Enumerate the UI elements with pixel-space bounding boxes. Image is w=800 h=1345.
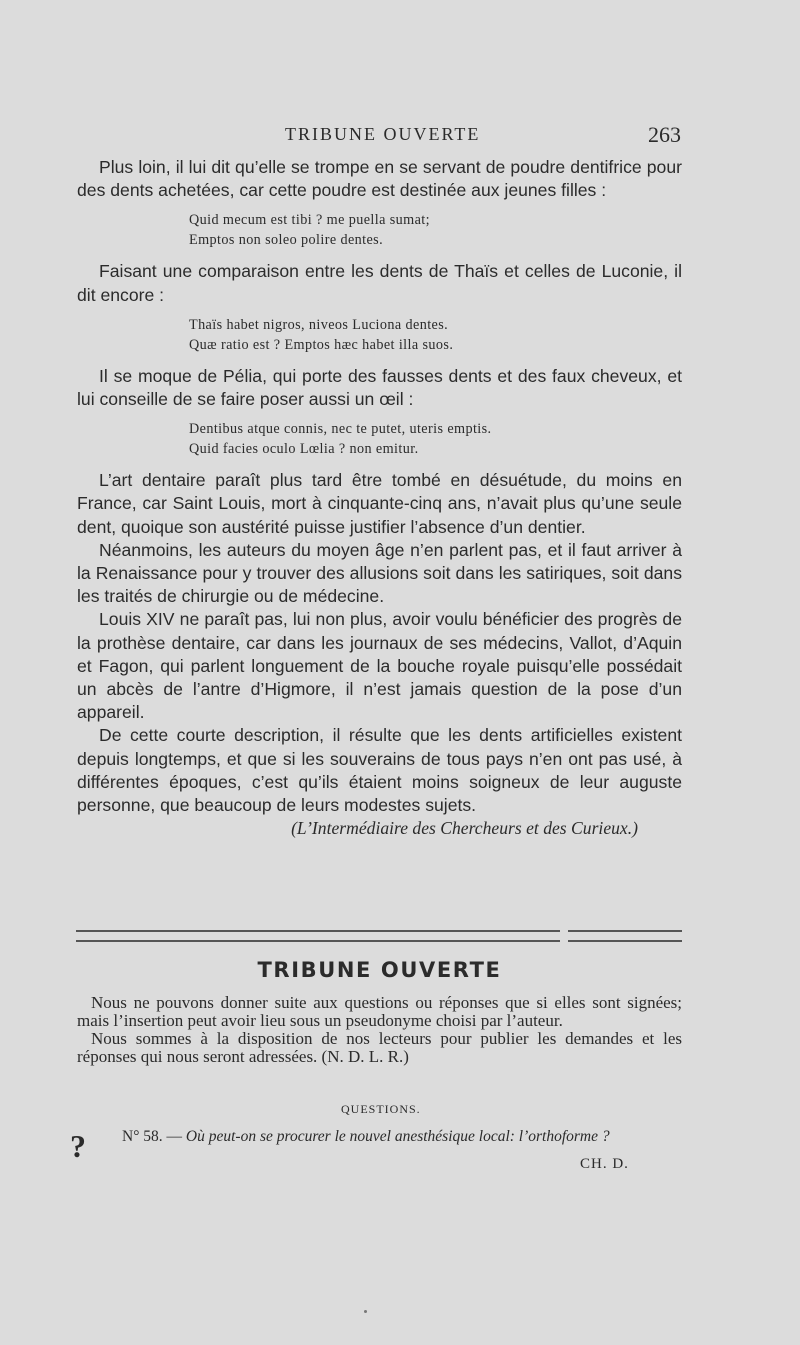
question-text: Où peut-on se procurer le nouvel anesthésique local: l’orthoforme ? [185,1128,610,1145]
paragraph: Il se moque de Pélia, qui porte des fausses dents et des faux cheveux, et lui conseille de se faire poser aussi un œil : [77,365,682,410]
paragraph: Louis XIV ne paraît pas, lui non plus, avoir voulu bénéficier des progrès de la prothèse dentaire, car dans les journaux de ses médecins, Vallot, d’Aquin et Fagon, qui parlent longuement de la bouche royale puisqu’elle possédait un abcès de l’antre d’Higmore, il n’est jamais question de la pose d’un appareil. [77,609,682,723]
section-paragraph: Nous sommes à la disposition de nos lecteurs pour publier les demandes et les réponses qui nous seront adressées. (N. D. L. R.) [77,1029,682,1066]
verse-line: Quæ ratio est ? Emptos hæc habet illa suos. [189,336,454,353]
section-paragraph: Nous ne pouvons donner suite aux questions ou réponses que si elles sont signées; mais l’insertion peut avoir lieu sous un pseudonyme choisi par l’auteur. [77,993,682,1030]
section-title: TRIBUNE OUVERTE [257,958,502,982]
question-mark-icon: ? [70,1128,86,1164]
verse-line: Quid mecum est tibi ? me puella sumat; [189,212,430,229]
divider-rule [76,930,560,942]
latin-verse [189,210,682,250]
paragraph: L’art dentaire paraît plus tard être tombé en désuétude, du moins en France, car Saint Louis, mort à cinquante-cinq ans, n’avait plus qu’une seule dent, quoique son austérité puisse justifier l’absence d’un dentier. [77,470,682,537]
page-header [0,124,800,152]
paragraph: Néanmoins, les auteurs du moyen âge n’en parlent pas, et il faut arriver à la Renaissance pour y trouver des allusions soit dans les satiriques, soit dans les traités de chirurgie ou de médecine. [77,539,682,607]
latin-verse [189,315,682,355]
page-number: 263 [648,122,681,147]
divider-rule [568,930,682,942]
article-body [77,156,682,839]
section-divider [76,930,682,942]
question-entry [108,1128,682,1145]
verse-line: Thaïs habet nigros, niveos Luciona dentes. [189,316,449,333]
paragraph: De cette courte description, il résulte que les dents artificielles existent depuis longtemps, et que si les souverains de tous pays n’en ont pas usé, à différentes époques, c’est qu’ils étaient moins soigneux de leur auguste personne, que beaucoup de leurs modestes sujets. [77,725,682,816]
signature: CH. D. [580,1156,629,1172]
paragraph: Plus loin, il lui dit qu’elle se trompe en se servant de poudre dentifrice pour des dents achetées, car cette poudre est destinée aux jeunes filles : [77,157,682,201]
verse-line: Quid facies oculo Lœlia ? non emitur. [189,441,419,458]
paper-speck [364,1310,367,1313]
latin-verse [189,419,682,459]
verse-line: Dentibus atque connis, nec te putet, uteris emptis. [189,421,492,438]
question-number: N° 58. — [122,1128,183,1145]
source-citation: (L’Intermédiaire des Chercheurs et des Curieux.) [291,818,638,839]
verse-line: Emptos non soleo polire dentes. [189,232,384,249]
paragraph: Faisant une comparaison entre les dents de Thaïs et celles de Luconie, il dit encore : [77,261,682,305]
questions-heading: QUESTIONS. [341,1102,421,1116]
tribune-section [77,958,682,1066]
running-title: TRIBUNE OUVERTE [285,124,481,144]
